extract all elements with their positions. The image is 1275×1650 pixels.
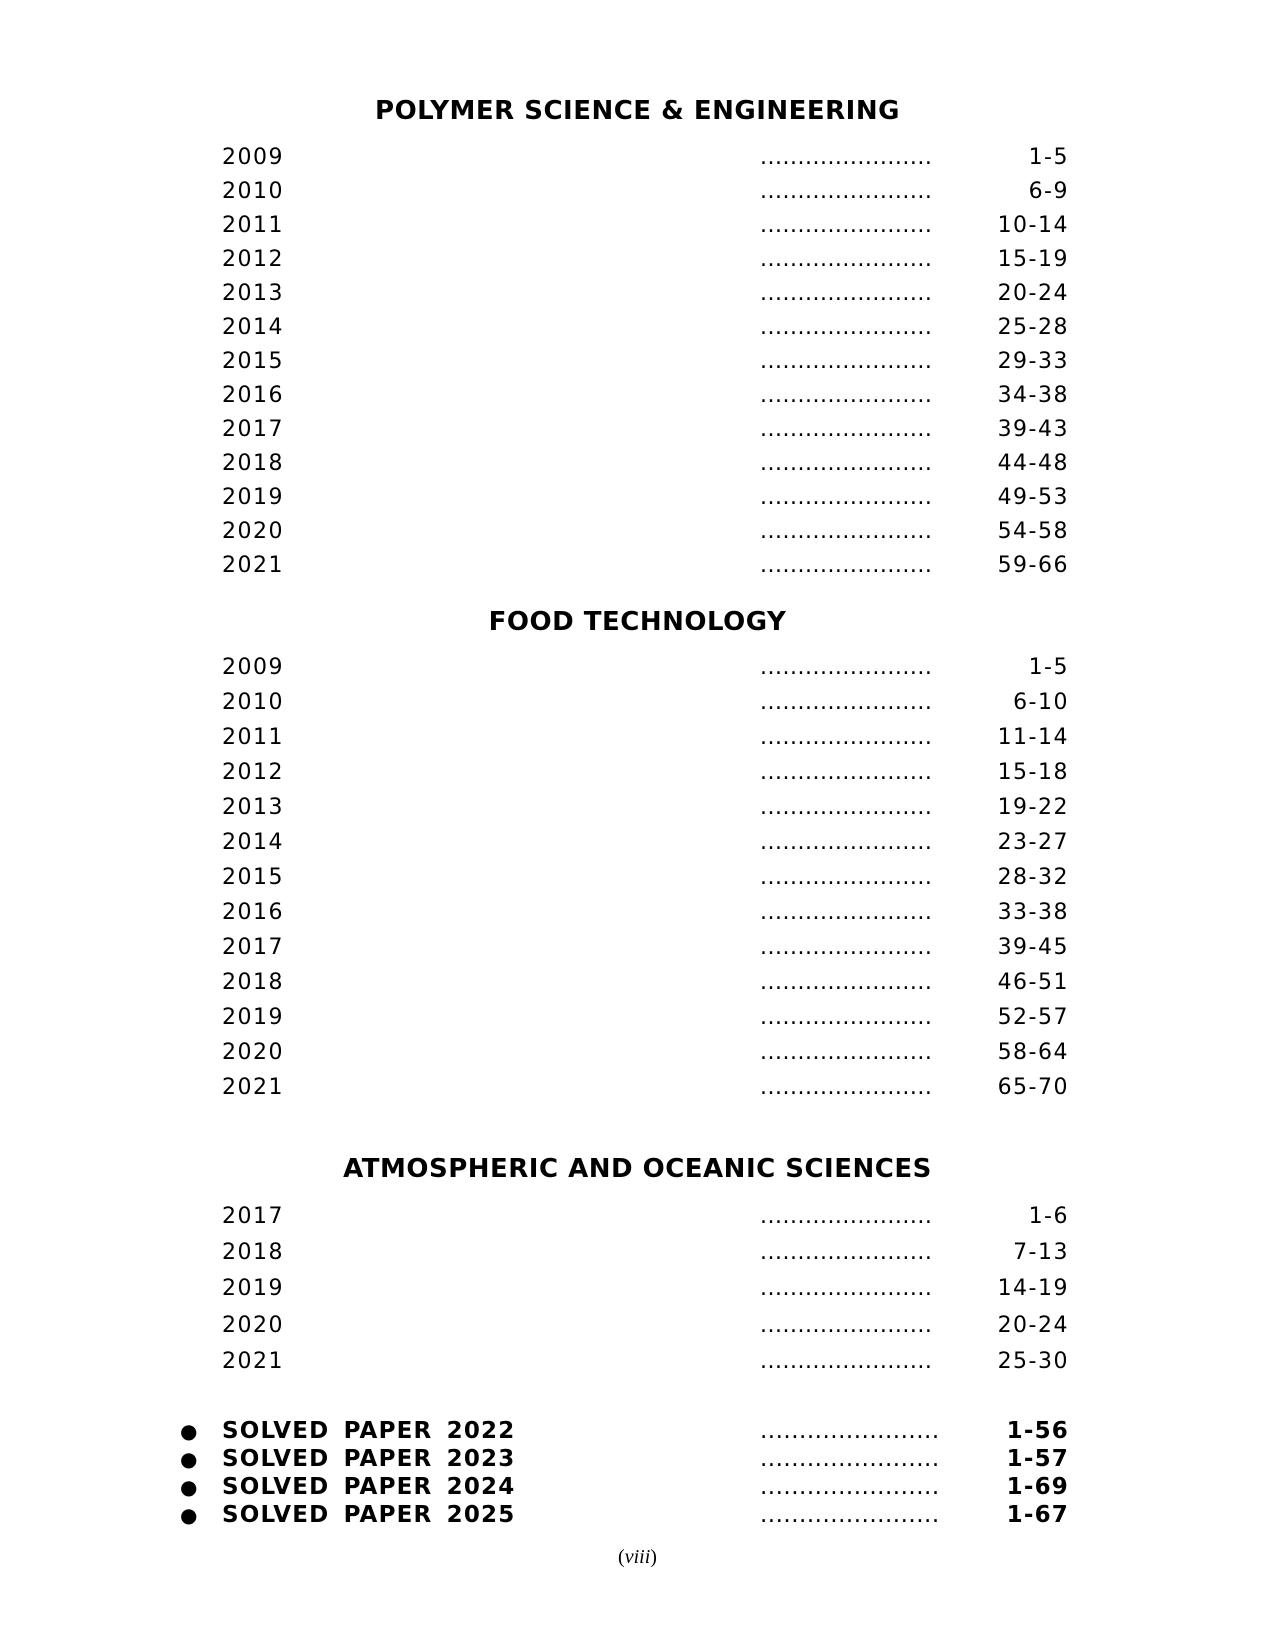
toc-year: 2009 bbox=[222, 145, 284, 170]
toc-leader: ....................... bbox=[760, 830, 933, 855]
toc-year: 2017 bbox=[222, 935, 284, 960]
toc-pages: 25-28 bbox=[997, 315, 1069, 340]
toc-pages: 33-38 bbox=[997, 900, 1069, 925]
toc-leader: ....................... bbox=[760, 315, 933, 340]
toc-leader: ....................... bbox=[760, 1005, 933, 1030]
toc-leader: ....................... bbox=[760, 519, 933, 544]
toc-leader: ....................... bbox=[760, 553, 933, 578]
toc-leader: ....................... bbox=[760, 1040, 933, 1065]
toc-leader: ....................... bbox=[760, 179, 933, 204]
toc-year: 2011 bbox=[222, 725, 284, 750]
toc-year: 2017 bbox=[222, 1204, 284, 1229]
toc-pages: 1-67 bbox=[1006, 1502, 1069, 1528]
section-title-atmospheric: ATMOSPHERIC AND OCEANIC SCIENCES bbox=[343, 1154, 932, 1184]
toc-leader: ....................... bbox=[760, 1075, 933, 1100]
toc-year: 2015 bbox=[222, 349, 284, 374]
toc-pages: 28-32 bbox=[997, 865, 1069, 890]
toc-year: 2016 bbox=[222, 383, 284, 408]
toc-year: 2010 bbox=[222, 179, 284, 204]
toc-pages: 46-51 bbox=[997, 970, 1069, 995]
toc-leader: ....................... bbox=[760, 281, 933, 306]
page-number bbox=[0, 1546, 1275, 1569]
bullet-icon: ● bbox=[180, 1419, 199, 1443]
toc-leader: ....................... bbox=[760, 349, 933, 374]
toc-leader: ....................... bbox=[760, 417, 933, 442]
toc-year: 2019 bbox=[222, 1276, 284, 1301]
toc-pages: 34-38 bbox=[997, 383, 1069, 408]
page-number-close: ) bbox=[650, 1546, 657, 1568]
toc-row[interactable] bbox=[0, 515, 1275, 549]
toc-row[interactable] bbox=[0, 481, 1275, 515]
toc-pages: 25-30 bbox=[997, 1349, 1069, 1374]
toc-pages: 1-5 bbox=[1028, 655, 1069, 680]
toc-pages: 39-43 bbox=[997, 417, 1069, 442]
toc-leader: ....................... bbox=[760, 451, 933, 476]
toc-pages: 15-19 bbox=[997, 247, 1069, 272]
toc-pages: 1-5 bbox=[1028, 145, 1069, 170]
toc-leader: ....................... bbox=[760, 1446, 940, 1472]
toc-row[interactable] bbox=[0, 209, 1275, 243]
toc-pages: 6-10 bbox=[1013, 690, 1069, 715]
toc-row[interactable] bbox=[0, 345, 1275, 379]
toc-year: 2020 bbox=[222, 1040, 284, 1065]
toc-pages: 65-70 bbox=[997, 1075, 1069, 1100]
toc-leader: ....................... bbox=[760, 383, 933, 408]
toc-leader: ....................... bbox=[760, 900, 933, 925]
toc-row[interactable] bbox=[0, 896, 1275, 930]
solved-paper-label: SOLVED PAPER 2022 bbox=[222, 1418, 516, 1444]
toc-year: 2014 bbox=[222, 315, 284, 340]
toc-pages: 58-64 bbox=[997, 1040, 1069, 1065]
toc-row[interactable] bbox=[0, 861, 1275, 895]
toc-row[interactable] bbox=[0, 447, 1275, 481]
toc-leader: ....................... bbox=[760, 795, 933, 820]
toc-year: 2018 bbox=[222, 451, 284, 476]
toc-year: 2013 bbox=[222, 795, 284, 820]
toc-year: 2012 bbox=[222, 760, 284, 785]
toc-pages: 20-24 bbox=[997, 281, 1069, 306]
toc-year: 2018 bbox=[222, 1240, 284, 1265]
toc-pages: 44-48 bbox=[997, 451, 1069, 476]
solved-paper-row[interactable] bbox=[0, 1445, 1275, 1473]
toc-pages: 52-57 bbox=[997, 1005, 1069, 1030]
toc-leader: ....................... bbox=[760, 145, 933, 170]
toc-row[interactable] bbox=[0, 966, 1275, 1000]
toc-row[interactable] bbox=[0, 1345, 1275, 1379]
toc-leader: ....................... bbox=[760, 865, 933, 890]
toc-leader: ....................... bbox=[760, 1276, 933, 1301]
toc-row[interactable] bbox=[0, 243, 1275, 277]
toc-year: 2014 bbox=[222, 830, 284, 855]
toc-pages: 6-9 bbox=[1028, 179, 1069, 204]
bullet-icon: ● bbox=[180, 1475, 199, 1499]
toc-row[interactable] bbox=[0, 311, 1275, 345]
toc-pages: 39-45 bbox=[997, 935, 1069, 960]
toc-pages: 1-56 bbox=[1006, 1418, 1069, 1444]
toc-row[interactable] bbox=[0, 791, 1275, 825]
toc-pages: 1-6 bbox=[1028, 1204, 1069, 1229]
toc-pages: 23-27 bbox=[997, 830, 1069, 855]
toc-leader: ....................... bbox=[760, 690, 933, 715]
toc-row[interactable] bbox=[0, 1001, 1275, 1035]
toc-pages: 19-22 bbox=[997, 795, 1069, 820]
toc-row[interactable] bbox=[0, 175, 1275, 209]
toc-pages: 20-24 bbox=[997, 1313, 1069, 1338]
toc-year: 2012 bbox=[222, 247, 284, 272]
toc-year: 2019 bbox=[222, 1005, 284, 1030]
toc-leader: ....................... bbox=[760, 213, 933, 238]
bullet-icon: ● bbox=[180, 1503, 199, 1527]
toc-pages: 54-58 bbox=[997, 519, 1069, 544]
toc-leader: ....................... bbox=[760, 1502, 940, 1528]
toc-year: 2019 bbox=[222, 485, 284, 510]
toc-pages: 59-66 bbox=[997, 553, 1069, 578]
toc-leader: ....................... bbox=[760, 1349, 933, 1374]
toc-row[interactable] bbox=[0, 826, 1275, 860]
toc-pages: 7-13 bbox=[1013, 1240, 1069, 1265]
toc-year: 2020 bbox=[222, 519, 284, 544]
toc-year: 2021 bbox=[222, 1349, 284, 1374]
toc-year: 2015 bbox=[222, 865, 284, 890]
toc-year: 2020 bbox=[222, 1313, 284, 1338]
solved-paper-label: SOLVED PAPER 2023 bbox=[222, 1446, 516, 1472]
toc-leader: ....................... bbox=[760, 1313, 933, 1338]
toc-leader: ....................... bbox=[760, 760, 933, 785]
page-number-open: ( bbox=[618, 1546, 625, 1568]
toc-year: 2017 bbox=[222, 417, 284, 442]
toc-leader: ....................... bbox=[760, 247, 933, 272]
toc-pages: 1-57 bbox=[1006, 1446, 1069, 1472]
toc-row[interactable] bbox=[0, 1036, 1275, 1070]
toc-pages: 1-69 bbox=[1006, 1474, 1069, 1500]
toc-year: 2009 bbox=[222, 655, 284, 680]
toc-year: 2010 bbox=[222, 690, 284, 715]
toc-row[interactable] bbox=[0, 277, 1275, 311]
solved-paper-label: SOLVED PAPER 2025 bbox=[222, 1502, 516, 1528]
toc-leader: ....................... bbox=[760, 655, 933, 680]
toc-pages: 14-19 bbox=[997, 1276, 1069, 1301]
toc-row[interactable] bbox=[0, 721, 1275, 755]
toc-row[interactable] bbox=[0, 756, 1275, 790]
bullet-icon: ● bbox=[180, 1447, 199, 1471]
toc-row[interactable] bbox=[0, 549, 1275, 583]
toc-year: 2018 bbox=[222, 970, 284, 995]
toc-row[interactable] bbox=[0, 1200, 1275, 1234]
toc-pages: 10-14 bbox=[997, 213, 1069, 238]
toc-row[interactable] bbox=[0, 651, 1275, 685]
solved-paper-label: SOLVED PAPER 2024 bbox=[222, 1474, 516, 1500]
toc-row[interactable] bbox=[0, 931, 1275, 965]
toc-pages: 49-53 bbox=[997, 485, 1069, 510]
toc-pages: 15-18 bbox=[997, 760, 1069, 785]
toc-year: 2021 bbox=[222, 1075, 284, 1100]
toc-year: 2021 bbox=[222, 553, 284, 578]
toc-leader: ....................... bbox=[760, 1474, 940, 1500]
toc-leader: ....................... bbox=[760, 725, 933, 750]
solved-paper-row[interactable] bbox=[0, 1501, 1275, 1529]
toc-year: 2011 bbox=[222, 213, 284, 238]
toc-leader: ....................... bbox=[760, 485, 933, 510]
toc-leader: ....................... bbox=[760, 935, 933, 960]
page-number-roman: viii bbox=[624, 1546, 651, 1568]
toc-row[interactable] bbox=[0, 1236, 1275, 1270]
toc-row[interactable] bbox=[0, 1272, 1275, 1306]
toc-leader: ....................... bbox=[760, 970, 933, 995]
toc-leader: ....................... bbox=[760, 1204, 933, 1229]
toc-row[interactable] bbox=[0, 1309, 1275, 1343]
solved-paper-row[interactable] bbox=[0, 1417, 1275, 1445]
toc-row[interactable] bbox=[0, 379, 1275, 413]
toc-year: 2016 bbox=[222, 900, 284, 925]
solved-paper-row[interactable] bbox=[0, 1473, 1275, 1501]
toc-pages: 29-33 bbox=[997, 349, 1069, 374]
toc-row[interactable] bbox=[0, 141, 1275, 175]
toc-leader: ....................... bbox=[760, 1240, 933, 1265]
section-title-food: FOOD TECHNOLOGY bbox=[488, 607, 787, 637]
toc-leader: ....................... bbox=[760, 1418, 940, 1444]
toc-row[interactable] bbox=[0, 413, 1275, 447]
toc-year: 2013 bbox=[222, 281, 284, 306]
section-title-polymer: POLYMER SCIENCE & ENGINEERING bbox=[375, 96, 900, 126]
toc-row[interactable] bbox=[0, 1071, 1275, 1105]
toc-row[interactable] bbox=[0, 686, 1275, 720]
toc-pages: 11-14 bbox=[997, 725, 1069, 750]
